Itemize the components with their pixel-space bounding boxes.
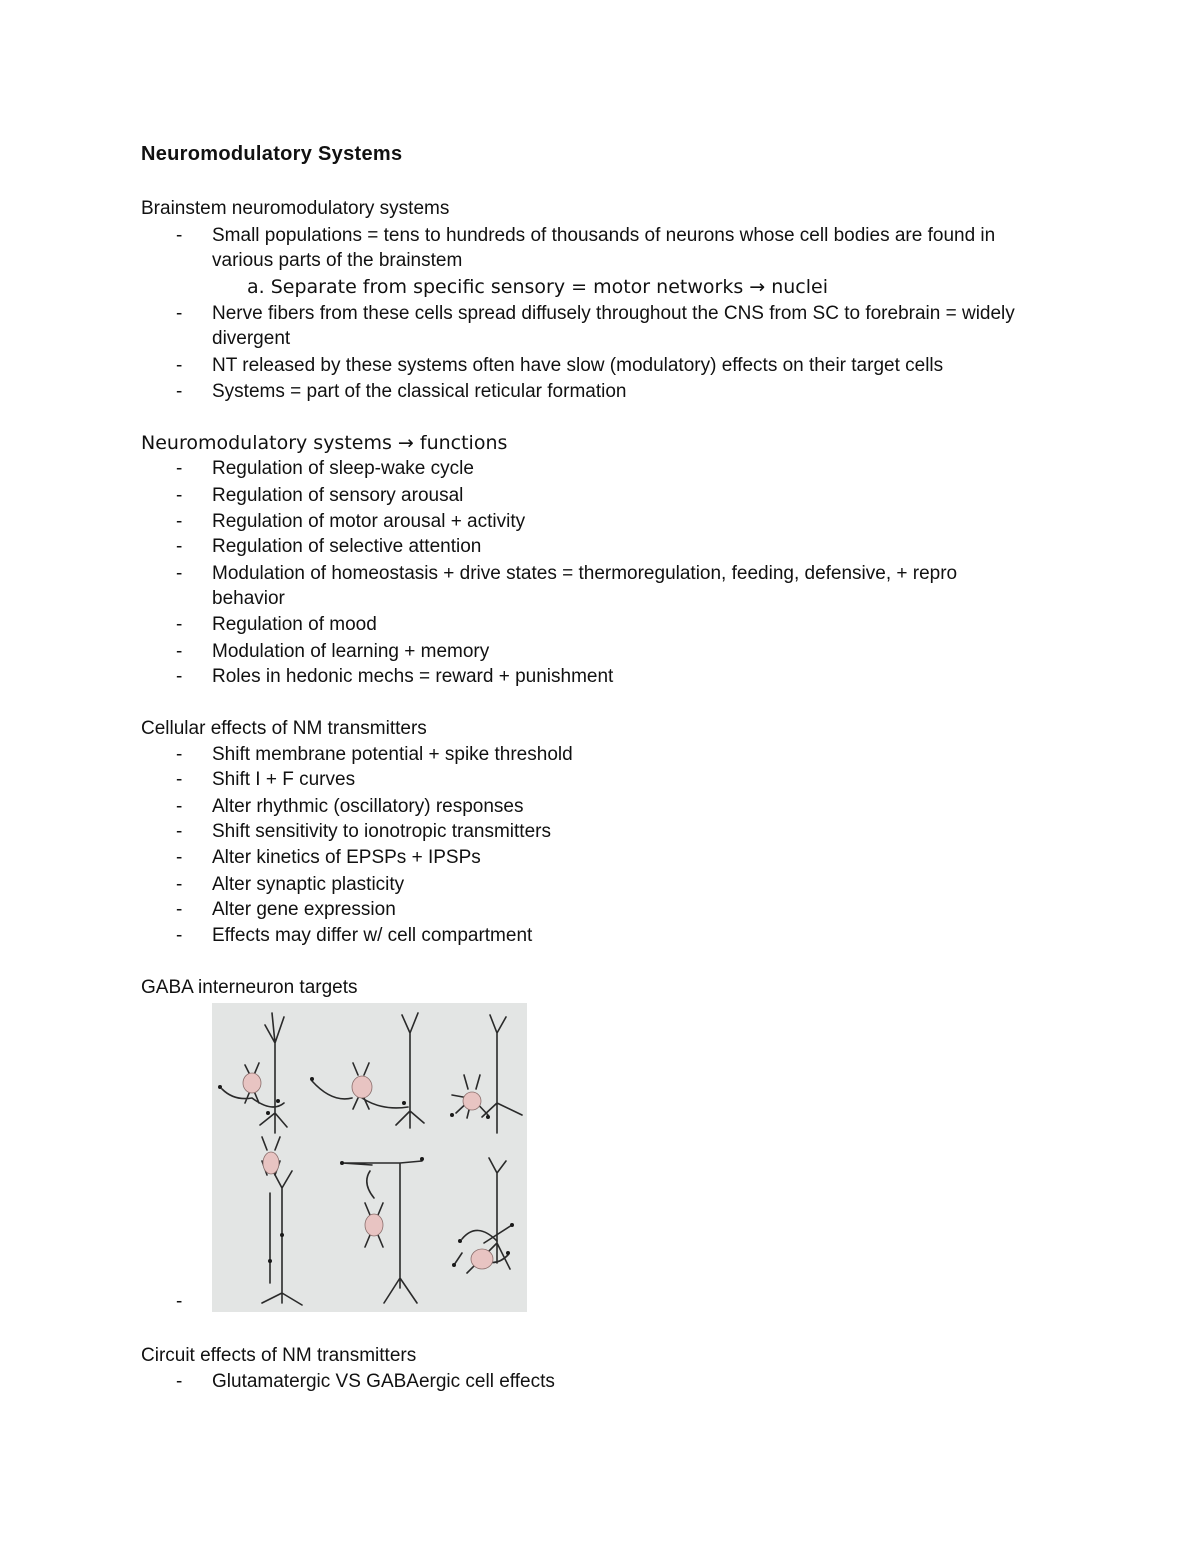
gaba-interneuron-figure [212,1003,527,1312]
section-heading-functions: Neuromodulatory systems → functions [141,432,508,454]
bullet-item-continuation: behavior [212,588,285,609]
bullet-dash: - [176,1291,183,1312]
bullet-item: Regulation of sleep-wake cycle [212,458,474,479]
page-title: Neuromodulatory Systems [141,143,403,165]
bullet-item: Alter gene expression [212,899,396,920]
section-heading-brainstem: Brainstem neuromodulatory systems [141,198,450,219]
bullet-dash: - [176,641,183,662]
bullet-dash: - [176,1371,183,1392]
bullet-dash: - [176,796,183,817]
bullet-item: Alter rhythmic (oscillatory) responses [212,796,524,817]
bullet-dash: - [176,614,183,635]
bullet-item: Alter synaptic plasticity [212,874,405,895]
bullet-item: Regulation of motor arousal + activity [212,511,526,532]
bullet-item: Shift membrane potential + spike threshold [212,744,573,765]
bullet-item: Regulation of selective attention [212,536,482,557]
bullet-dash: - [176,225,183,246]
bullet-item: Modulation of homeostasis + drive states = thermoregulation, feeding, defensive, + repro [212,563,958,584]
bullet-dash: - [176,821,183,842]
bullet-item: Regulation of mood [212,614,377,635]
bullet-dash: - [176,563,183,584]
bullet-item: Effects may differ w/ cell compartment [212,925,533,946]
bullet-dash: - [176,769,183,790]
bullet-item: Nerve fibers from these cells spread diffusely throughout the CNS from SC to forebrain = widely [212,303,1015,324]
bullet-item: Alter kinetics of EPSPs + IPSPs [212,847,481,868]
bullet-item: Modulation of learning + memory [212,641,490,662]
bullet-dash: - [176,666,183,687]
bullet-dash: - [176,744,183,765]
bullet-item: NT released by these systems often have slow (modulatory) effects on their target cells [212,355,944,376]
bullet-dash: - [176,355,183,376]
bullet-dash: - [176,847,183,868]
bullet-item-continuation: divergent [212,328,291,349]
bullet-dash: - [176,485,183,506]
section-heading-cellular: Cellular effects of NM transmitters [141,718,427,739]
bullet-item: Roles in hedonic mechs = reward + punishment [212,666,614,687]
bullet-dash: - [176,511,183,532]
bullet-dash: - [176,458,183,479]
bullet-dash: - [176,925,183,946]
sub-item-a: a. Separate from specific sensory = motor networks → nuclei [247,276,828,298]
bullet-dash: - [176,874,183,895]
bullet-item: Small populations = tens to hundreds of thousands of neurons whose cell bodies are found in [212,225,996,246]
bullet-item: Glutamatergic VS GABAergic cell effects [212,1371,555,1392]
bullet-dash: - [176,381,183,402]
section-heading-gaba: GABA interneuron targets [141,977,358,998]
bullet-item: Shift I + F curves [212,769,356,790]
bullet-dash: - [176,536,183,557]
bullet-item: Systems = part of the classical reticular formation [212,381,627,402]
bullet-item-continuation: various parts of the brainstem [212,250,463,271]
bullet-dash: - [176,303,183,324]
bullet-item: Regulation of sensory arousal [212,485,464,506]
bullet-dash: - [176,899,183,920]
section-heading-circuit: Circuit effects of NM transmitters [141,1345,417,1366]
bullet-item: Shift sensitivity to ionotropic transmitters [212,821,551,842]
